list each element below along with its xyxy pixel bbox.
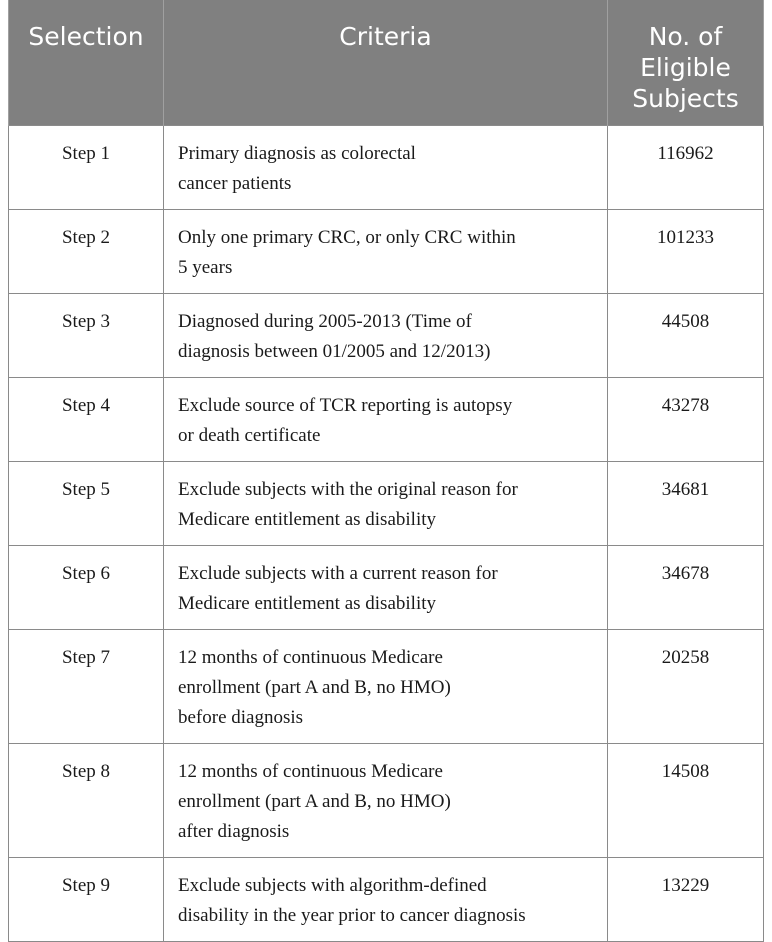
count-cell: 14508 [608,744,764,858]
table-row [9,210,764,294]
step-cell: Step 1 [9,126,164,210]
criteria-line: 12 months of continuous Medicare [178,761,443,782]
count-cell: 43278 [608,378,764,462]
criteria-line: Exclude subjects with algorithm-defined [178,875,487,896]
criteria-cell [164,210,608,294]
table-row [9,546,764,630]
step-cell: Step 3 [9,294,164,378]
count-cell: 34678 [608,546,764,630]
count-cell: 20258 [608,630,764,744]
table-row [9,744,764,858]
step-cell: Step 6 [9,546,164,630]
header-selection: Selection [9,0,164,126]
criteria-cell [164,546,608,630]
step-cell: Step 8 [9,744,164,858]
criteria-line: 5 years [178,257,233,278]
table-row [9,378,764,462]
criteria-line: diagnosis between 01/2005 and 12/2013) [178,341,491,362]
header-eligible-line: No. of [648,22,723,51]
criteria-cell [164,858,608,942]
table-row [9,294,764,378]
criteria-line: before diagnosis [178,707,304,728]
eligibility-table [8,0,764,942]
criteria-line: enrollment (part A and B, no HMO) [178,791,451,812]
table-row [9,462,764,546]
criteria-line: cancer patients [178,173,292,194]
criteria-cell [164,378,608,462]
criteria-line: Medicare entitlement as disability [178,509,437,530]
step-cell: Step 7 [9,630,164,744]
criteria-line: disability in the year prior to cancer diagnosis [178,905,526,926]
criteria-line: or death certificate [178,425,321,446]
criteria-line: Primary diagnosis as colorectal [178,143,416,164]
count-cell: 116962 [608,126,764,210]
header-criteria: Criteria [164,0,608,126]
header-eligible-line: Subjects [632,84,739,113]
step-cell: Step 2 [9,210,164,294]
criteria-line: 12 months of continuous Medicare [178,647,443,668]
count-cell: 101233 [608,210,764,294]
table-row [9,126,764,210]
criteria-line: Exclude source of TCR reporting is autopsy [178,395,513,416]
criteria-cell [164,294,608,378]
criteria-line: Exclude subjects with the original reason for [178,479,518,500]
step-cell: Step 4 [9,378,164,462]
criteria-cell [164,126,608,210]
criteria-cell [164,744,608,858]
count-cell: 44508 [608,294,764,378]
criteria-line: enrollment (part A and B, no HMO) [178,677,451,698]
table-row [9,630,764,744]
table-row [9,858,764,942]
count-cell: 13229 [608,858,764,942]
criteria-cell [164,630,608,744]
criteria-line: Exclude subjects with a current reason for [178,563,498,584]
count-cell: 34681 [608,462,764,546]
step-cell: Step 9 [9,858,164,942]
step-cell: Step 5 [9,462,164,546]
criteria-line: after diagnosis [178,821,290,842]
criteria-line: Only one primary CRC, or only CRC within [178,227,516,248]
criteria-line: Diagnosed during 2005-2013 (Time of [178,311,472,332]
header-row [9,0,764,126]
header-eligible-line: Eligible [640,53,731,82]
criteria-cell [164,462,608,546]
criteria-line: Medicare entitlement as disability [178,593,437,614]
header-eligible-subjects [608,0,764,126]
